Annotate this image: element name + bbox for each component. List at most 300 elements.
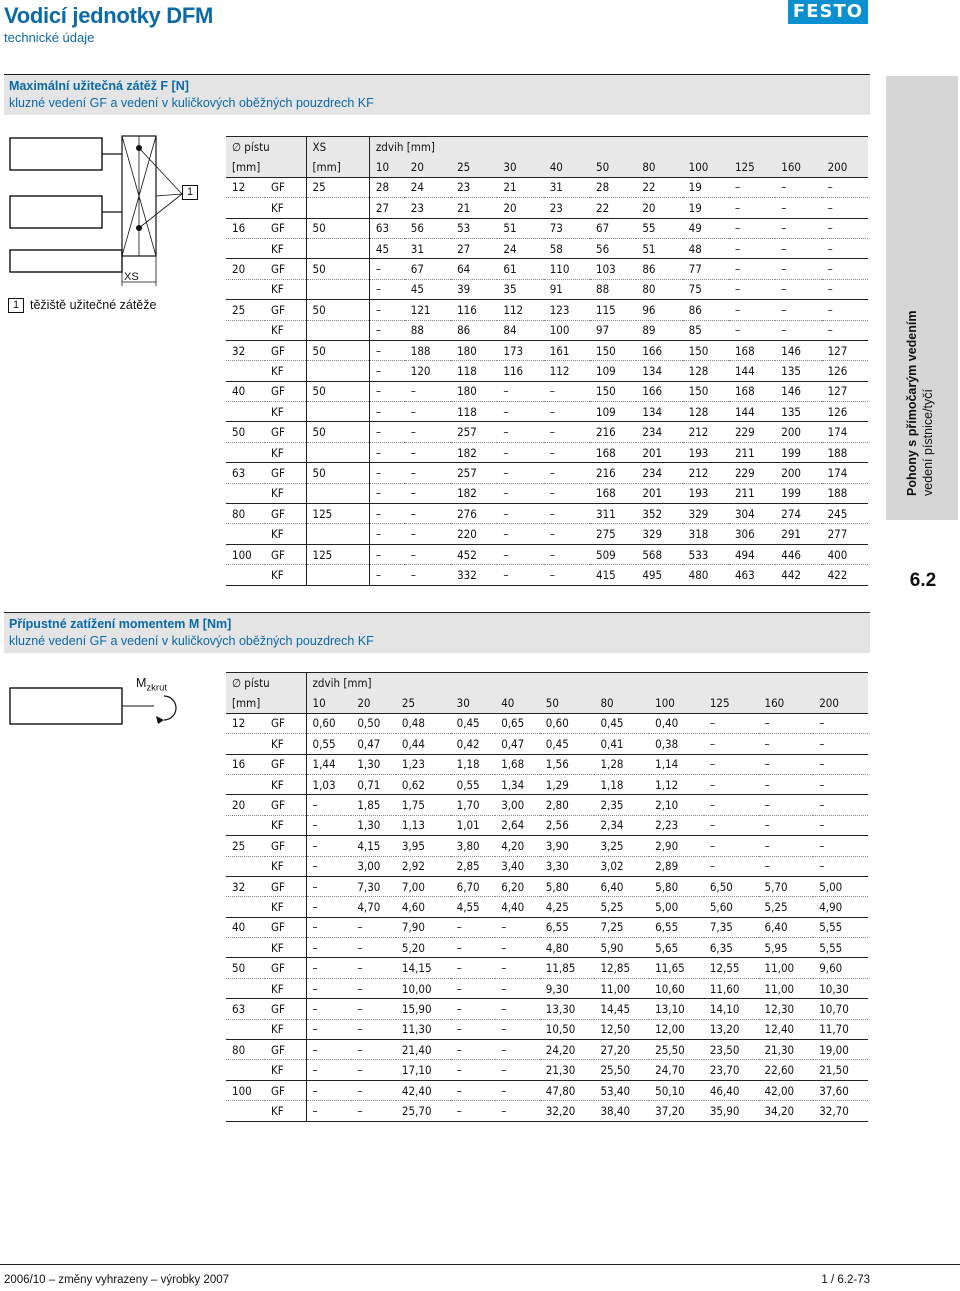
table-cell: – [729, 279, 775, 299]
table-cell: GF [265, 713, 306, 733]
table-cell: 63 [226, 999, 265, 1019]
table-cell: 80 [636, 279, 682, 299]
table-row [226, 279, 868, 299]
table-cell: 568 [636, 544, 682, 564]
header-cell: 50 [590, 157, 636, 177]
table-cell: 10,70 [813, 999, 868, 1019]
table-cell: – [729, 300, 775, 320]
table-cell [226, 565, 265, 585]
table-cell: 112 [544, 361, 590, 381]
table-cell: – [729, 238, 775, 258]
table-cell: 216 [590, 422, 636, 442]
table-cell: 13,20 [704, 1019, 759, 1039]
table-row [226, 381, 868, 401]
table-cell: – [775, 238, 821, 258]
table-cell: 4,40 [495, 897, 540, 917]
table-row [226, 238, 868, 258]
table-cell: GF [265, 504, 306, 524]
table-row [226, 876, 868, 896]
table-cell: 19 [683, 177, 729, 197]
table-cell: 2,23 [649, 815, 704, 835]
table-cell: – [822, 279, 868, 299]
table-cell [226, 774, 265, 794]
table-cell: 168 [729, 381, 775, 401]
table-cell: 6,20 [495, 876, 540, 896]
table-cell: 0,45 [451, 713, 496, 733]
table-cell: 86 [683, 300, 729, 320]
header-cell: 20 [351, 693, 396, 713]
table-cell: – [306, 897, 351, 917]
table-cell: 3,30 [540, 856, 595, 876]
table-cell [226, 361, 265, 381]
table-cell: 5,55 [813, 938, 868, 958]
table-cell: – [704, 774, 759, 794]
page-subtitle: technické údaje [4, 30, 95, 45]
table-cell: 40 [226, 917, 265, 937]
table-cell [306, 442, 369, 462]
table-cell: 495 [636, 565, 682, 585]
header-cell: [mm] [306, 157, 369, 177]
table-cell: – [306, 978, 351, 998]
table-row [226, 917, 868, 937]
table-cell: 3,25 [594, 836, 649, 856]
table-cell: GF [265, 463, 306, 483]
table-cell: KF [265, 279, 306, 299]
table-cell: – [704, 856, 759, 876]
table-cell [226, 897, 265, 917]
table-cell: – [729, 218, 775, 238]
table-row [226, 836, 868, 856]
table-cell: 12,50 [594, 1019, 649, 1039]
table-cell: 4,70 [351, 897, 396, 917]
table-cell: 199 [775, 483, 821, 503]
page-title: Vodicí jednotky DFM [4, 3, 214, 28]
table-cell: 6,55 [649, 917, 704, 937]
table-cell: 144 [729, 402, 775, 422]
table-cell: 5,80 [649, 876, 704, 896]
table-cell: 80 [226, 1040, 265, 1060]
table-cell: – [306, 836, 351, 856]
table-cell: 19,00 [813, 1040, 868, 1060]
table-cell: 116 [497, 361, 543, 381]
table-row [226, 1060, 868, 1080]
table-cell: 10,50 [540, 1019, 595, 1039]
table-cell: 24 [497, 238, 543, 258]
table-cell: – [544, 422, 590, 442]
table-cell: 182 [451, 442, 497, 462]
table-cell: 11,85 [540, 958, 595, 978]
header-row [226, 673, 868, 693]
table-cell: 1,14 [649, 754, 704, 774]
table-cell: 96 [636, 300, 682, 320]
header-cell: [mm] [226, 693, 306, 713]
table-row [226, 1080, 868, 1100]
table-cell: GF [265, 422, 306, 442]
table-cell: 109 [590, 402, 636, 422]
table-cell: 12,00 [649, 1019, 704, 1039]
table-cell [226, 1060, 265, 1080]
table-cell: 0,47 [351, 734, 396, 754]
table-cell: 50 [226, 958, 265, 978]
table-cell: 17,10 [396, 1060, 451, 1080]
table-cell: – [495, 1060, 540, 1080]
header-cell: 30 [497, 157, 543, 177]
table-cell: – [544, 442, 590, 462]
table-cell: 174 [822, 422, 868, 442]
header-cell: 40 [544, 157, 590, 177]
table-cell: 134 [636, 402, 682, 422]
table-cell: 277 [822, 524, 868, 544]
table-cell: – [451, 1080, 496, 1100]
table-cell: 13,10 [649, 999, 704, 1019]
table-cell: GF [265, 1080, 306, 1100]
table-row [226, 442, 868, 462]
table-cell: 125 [306, 504, 369, 524]
table-cell: 1,85 [351, 795, 396, 815]
table-cell: – [369, 483, 404, 503]
table-cell: 5,25 [759, 897, 814, 917]
table-cell: 2,85 [451, 856, 496, 876]
table-row [226, 734, 868, 754]
table-row [226, 483, 868, 503]
table-cell [226, 978, 265, 998]
table-cell: – [704, 754, 759, 774]
table-cell: 109 [590, 361, 636, 381]
table-cell: 0,38 [649, 734, 704, 754]
table-row [226, 958, 868, 978]
section2-header [4, 612, 870, 653]
table-cell: – [729, 259, 775, 279]
table-cell: 1,56 [540, 754, 595, 774]
table-cell: 135 [775, 402, 821, 422]
table-cell: 34,20 [759, 1101, 814, 1121]
table-cell: – [369, 300, 404, 320]
table-cell: – [822, 198, 868, 218]
torsion-label-sub: zkrut [146, 682, 168, 694]
table-cell: 5,80 [540, 876, 595, 896]
table-row [226, 774, 868, 794]
side-tab-line1: Pohony s přímočarým vedením [905, 310, 919, 496]
table-cell: 126 [822, 361, 868, 381]
table-cell: 480 [683, 565, 729, 585]
header-cell: 25 [451, 157, 497, 177]
table-cell [306, 279, 369, 299]
side-tab-line2: vedení pístnice/tyčí [921, 388, 935, 496]
table-cell: 22,60 [759, 1060, 814, 1080]
table-cell: 27,20 [594, 1040, 649, 1060]
table-cell: 56 [405, 218, 451, 238]
table-cell: 97 [590, 320, 636, 340]
table-cell: KF [265, 565, 306, 585]
table-cell: 199 [775, 442, 821, 462]
table-cell: – [405, 381, 451, 401]
table-cell: 85 [683, 320, 729, 340]
table-cell: – [759, 754, 814, 774]
table-cell: – [351, 958, 396, 978]
table-cell: 220 [451, 524, 497, 544]
table-cell: 2,56 [540, 815, 595, 835]
footer [0, 1264, 960, 1291]
table-cell: – [451, 1040, 496, 1060]
table-cell: 88 [405, 320, 451, 340]
table-cell: 120 [405, 361, 451, 381]
table-cell: 77 [683, 259, 729, 279]
header-cell: 125 [704, 693, 759, 713]
table-cell: KF [265, 978, 306, 998]
table-cell: 180 [451, 340, 497, 360]
table-cell: 0,41 [594, 734, 649, 754]
table-cell: – [306, 815, 351, 835]
table-cell: 25,70 [396, 1101, 451, 1121]
table-cell: KF [265, 1060, 306, 1080]
table-cell: – [451, 978, 496, 998]
table-cell: – [306, 917, 351, 937]
table-cell: 6,70 [451, 876, 496, 896]
table-cell: – [544, 565, 590, 585]
header-cell: 200 [813, 693, 868, 713]
table-cell: 67 [405, 259, 451, 279]
table-cell: – [759, 815, 814, 835]
table-cell: 3,02 [594, 856, 649, 876]
table-cell: 125 [306, 544, 369, 564]
header-row [226, 137, 868, 157]
table-cell: 5,65 [649, 938, 704, 958]
moment-table [226, 672, 868, 1122]
table-cell: – [369, 504, 404, 524]
table-cell: – [351, 1060, 396, 1080]
table-cell: – [775, 279, 821, 299]
table-cell: – [351, 999, 396, 1019]
table-cell: 23 [405, 198, 451, 218]
table-cell: 4,60 [396, 897, 451, 917]
table-cell: – [306, 795, 351, 815]
table-cell: – [451, 938, 496, 958]
table-cell: 2,90 [649, 836, 704, 856]
side-tab-number: 6.2 [909, 570, 937, 591]
table-cell: 51 [497, 218, 543, 238]
footer-right: 1 / 6.2-73 [821, 1274, 870, 1286]
table-cell [226, 856, 265, 876]
table-cell: – [813, 734, 868, 754]
table-cell: 50 [226, 422, 265, 442]
table-cell: 134 [636, 361, 682, 381]
table-cell [226, 734, 265, 754]
table-cell: 118 [451, 361, 497, 381]
table-cell: 180 [451, 381, 497, 401]
table-cell: – [306, 1060, 351, 1080]
table-cell: 127 [822, 381, 868, 401]
table-cell: 2,35 [594, 795, 649, 815]
table-cell: – [813, 795, 868, 815]
table-cell: – [495, 999, 540, 1019]
table-cell: 23 [451, 177, 497, 197]
table-row [226, 999, 868, 1019]
table-cell: – [497, 483, 543, 503]
table-cell: 1,23 [396, 754, 451, 774]
table-cell: 6,40 [594, 876, 649, 896]
table-cell: – [495, 1101, 540, 1121]
table-cell: 4,15 [351, 836, 396, 856]
table-cell: 201 [636, 483, 682, 503]
table-cell: – [495, 958, 540, 978]
table-cell: 91 [544, 279, 590, 299]
table-cell: 400 [822, 544, 868, 564]
table-cell: 40 [226, 381, 265, 401]
table-cell: GF [265, 300, 306, 320]
table-cell: 14,15 [396, 958, 451, 978]
section1-title: Maximální užitečná zátěž F [N] [9, 79, 189, 93]
table-cell: 128 [683, 402, 729, 422]
table-cell: – [451, 958, 496, 978]
table-row [226, 565, 868, 585]
table-cell: 37,20 [649, 1101, 704, 1121]
table-cell: – [704, 795, 759, 815]
header-cell: 10 [369, 157, 404, 177]
table-cell: 1,75 [396, 795, 451, 815]
table-row [226, 402, 868, 422]
table-cell: 110 [544, 259, 590, 279]
table-cell: – [729, 177, 775, 197]
table-cell: 1,18 [451, 754, 496, 774]
table-cell: 45 [369, 238, 404, 258]
table-cell: – [369, 463, 404, 483]
table-cell: 212 [683, 422, 729, 442]
table-cell: – [306, 999, 351, 1019]
table-cell: – [497, 442, 543, 462]
table-cell: 1,34 [495, 774, 540, 794]
table-cell: 2,34 [594, 815, 649, 835]
table-cell: 25 [306, 177, 369, 197]
table-cell: – [495, 978, 540, 998]
table-cell: 53 [451, 218, 497, 238]
table-cell: 135 [775, 361, 821, 381]
table-cell: 42,00 [759, 1080, 814, 1100]
table-cell: 51 [636, 238, 682, 258]
table-cell [306, 361, 369, 381]
table-cell: 75 [683, 279, 729, 299]
table-cell: 318 [683, 524, 729, 544]
table-cell: 4,20 [495, 836, 540, 856]
table-cell: – [497, 381, 543, 401]
table-cell: 188 [405, 340, 451, 360]
table-cell: 55 [636, 218, 682, 238]
table-cell: – [813, 836, 868, 856]
torsion-label-main: M [136, 676, 147, 690]
table-cell: 123 [544, 300, 590, 320]
table-cell: KF [265, 938, 306, 958]
table-cell: – [822, 300, 868, 320]
legend [8, 298, 156, 313]
table-cell: 1,18 [594, 774, 649, 794]
table-cell: 50 [306, 340, 369, 360]
table-cell: 28 [369, 177, 404, 197]
table-cell: – [451, 917, 496, 937]
table-cell: 12,40 [759, 1019, 814, 1039]
table-cell [306, 402, 369, 422]
table-cell: – [306, 958, 351, 978]
table-row [226, 815, 868, 835]
table-cell: KF [265, 897, 306, 917]
table-cell: 216 [590, 463, 636, 483]
table-cell: – [369, 259, 404, 279]
table-cell: 5,00 [813, 876, 868, 896]
table-cell: 1,12 [649, 774, 704, 794]
table-cell: 25,50 [594, 1060, 649, 1080]
table-row [226, 300, 868, 320]
table-cell: – [813, 774, 868, 794]
table-cell: 166 [636, 340, 682, 360]
header-cell: 80 [636, 157, 682, 177]
table-cell: 0,65 [495, 713, 540, 733]
table-cell: 193 [683, 483, 729, 503]
max-load-table [226, 136, 868, 586]
table-cell: – [369, 402, 404, 422]
table-cell: 274 [775, 504, 821, 524]
table-cell: 0,42 [451, 734, 496, 754]
header-cell: ∅ pístu [226, 673, 306, 693]
table-cell: KF [265, 856, 306, 876]
table-cell: 188 [822, 442, 868, 462]
callout-number: 1 [182, 185, 198, 200]
header-cell: zdvih [mm] [369, 137, 868, 157]
section2-subtitle: kluzné vedení GF a vedení v kuličkových oběžných pouzdrech KF [9, 634, 374, 648]
table-cell [306, 320, 369, 340]
table-cell: 168 [590, 442, 636, 462]
header-cell: 100 [683, 157, 729, 177]
table-cell: – [759, 836, 814, 856]
table-cell: 126 [822, 402, 868, 422]
table-cell: 6,55 [540, 917, 595, 937]
table-cell: 329 [683, 504, 729, 524]
table-cell: 509 [590, 544, 636, 564]
table-cell: – [405, 463, 451, 483]
table-cell: 128 [683, 361, 729, 381]
table-cell: GF [265, 177, 306, 197]
table-cell: 21 [451, 198, 497, 218]
table-cell: – [822, 259, 868, 279]
table-cell: – [369, 544, 404, 564]
table-cell: 12,85 [594, 958, 649, 978]
table-cell: 332 [451, 565, 497, 585]
table-cell: 174 [822, 463, 868, 483]
table-cell: 22 [636, 177, 682, 197]
table-cell: – [759, 713, 814, 733]
table-cell: – [351, 1040, 396, 1060]
table-cell: – [497, 544, 543, 564]
table-cell: 11,00 [594, 978, 649, 998]
table-cell: – [306, 876, 351, 896]
table-cell: 11,00 [759, 978, 814, 998]
table-cell: – [405, 565, 451, 585]
table-cell: 446 [775, 544, 821, 564]
table-cell: – [405, 483, 451, 503]
table-cell: – [405, 524, 451, 544]
table-row [226, 198, 868, 218]
table-cell: 35,90 [704, 1101, 759, 1121]
table-cell: 31 [405, 238, 451, 258]
table-cell: – [822, 177, 868, 197]
table-cell: GF [265, 999, 306, 1019]
table-cell: 3,80 [451, 836, 496, 856]
table-cell: – [306, 938, 351, 958]
table-cell: – [369, 279, 404, 299]
table-row [226, 361, 868, 381]
table-cell: – [822, 320, 868, 340]
table-cell: 188 [822, 483, 868, 503]
table-cell: – [544, 483, 590, 503]
table-cell: 0,60 [306, 713, 351, 733]
table-cell: – [495, 1080, 540, 1100]
